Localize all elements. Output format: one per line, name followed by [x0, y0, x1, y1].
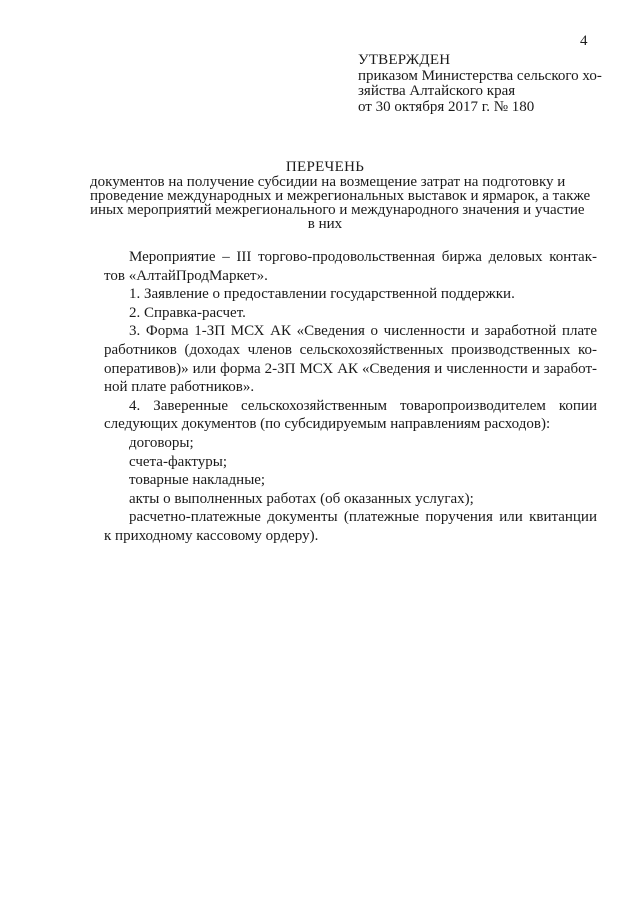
document-title-block	[90, 159, 591, 232]
approval-line: зяйства Алтайского края	[358, 83, 516, 99]
event-paragraph-line: тов «АлтайПродМаркет».	[104, 267, 268, 284]
approval-heading: УТВЕРЖДЕН	[358, 52, 451, 68]
document-subtitle-line: проведение международных и межрегиональных выставок и ярмарок, а также	[90, 188, 591, 204]
approval-line: приказом Министерства сельского хо-	[358, 67, 602, 84]
list-item-4-line: следующих документов (по субсидируемым направлениям расходов):	[104, 416, 551, 433]
approval-date-line: от 30 октября 2017 г. № 180	[358, 98, 535, 115]
document-subtitle-line: иных мероприятий межрегионального и международного значения и участие	[90, 202, 585, 218]
list-item-2: 2. Справка-расчет.	[129, 304, 246, 321]
document-body	[104, 248, 597, 546]
list-item-3-line: ной плате работников».	[104, 379, 255, 396]
list-item-1: 1. Заявление о предоставлении государственной поддержки.	[129, 286, 515, 303]
list-item-3-line: работников (доходах членов сельскохозяйственных производственных ко-	[104, 341, 597, 358]
list-item-3-line: 3. Форма 1-ЗП МСХ АК «Сведения о численности и заработной плате	[129, 323, 597, 340]
sub-list-item: счета-фактуры;	[129, 453, 228, 470]
document-subtitle-line: документов на получение субсидии на возмещение затрат на подготовку и	[90, 174, 566, 190]
list-item-4-line: 4. Заверенные сельскохозяйственным товаропроизводителем копии	[129, 397, 597, 414]
document-title: ПЕРЕЧЕНЬ	[285, 159, 365, 175]
sub-list-item: расчетно-платежные документы (платежные поручения или квитанции	[129, 509, 597, 526]
sub-list-item: к приходному кассовому ордеру).	[104, 527, 319, 544]
document-subtitle-line: в них	[307, 216, 343, 232]
approval-stamp	[358, 53, 602, 115]
sub-list-item: акты о выполненных работах (об оказанных услугах);	[129, 490, 474, 507]
page-number: 4	[580, 33, 588, 49]
sub-list-item: товарные накладные;	[129, 472, 266, 489]
event-paragraph-line: Мероприятие – III торгово-продовольственная биржа деловых контак-	[129, 249, 597, 265]
sub-list-item: договоры;	[129, 434, 194, 451]
list-item-3-line: оперативов)» или форма 2-ЗП МСХ АК «Сведения и численности и заработ-	[104, 360, 597, 377]
